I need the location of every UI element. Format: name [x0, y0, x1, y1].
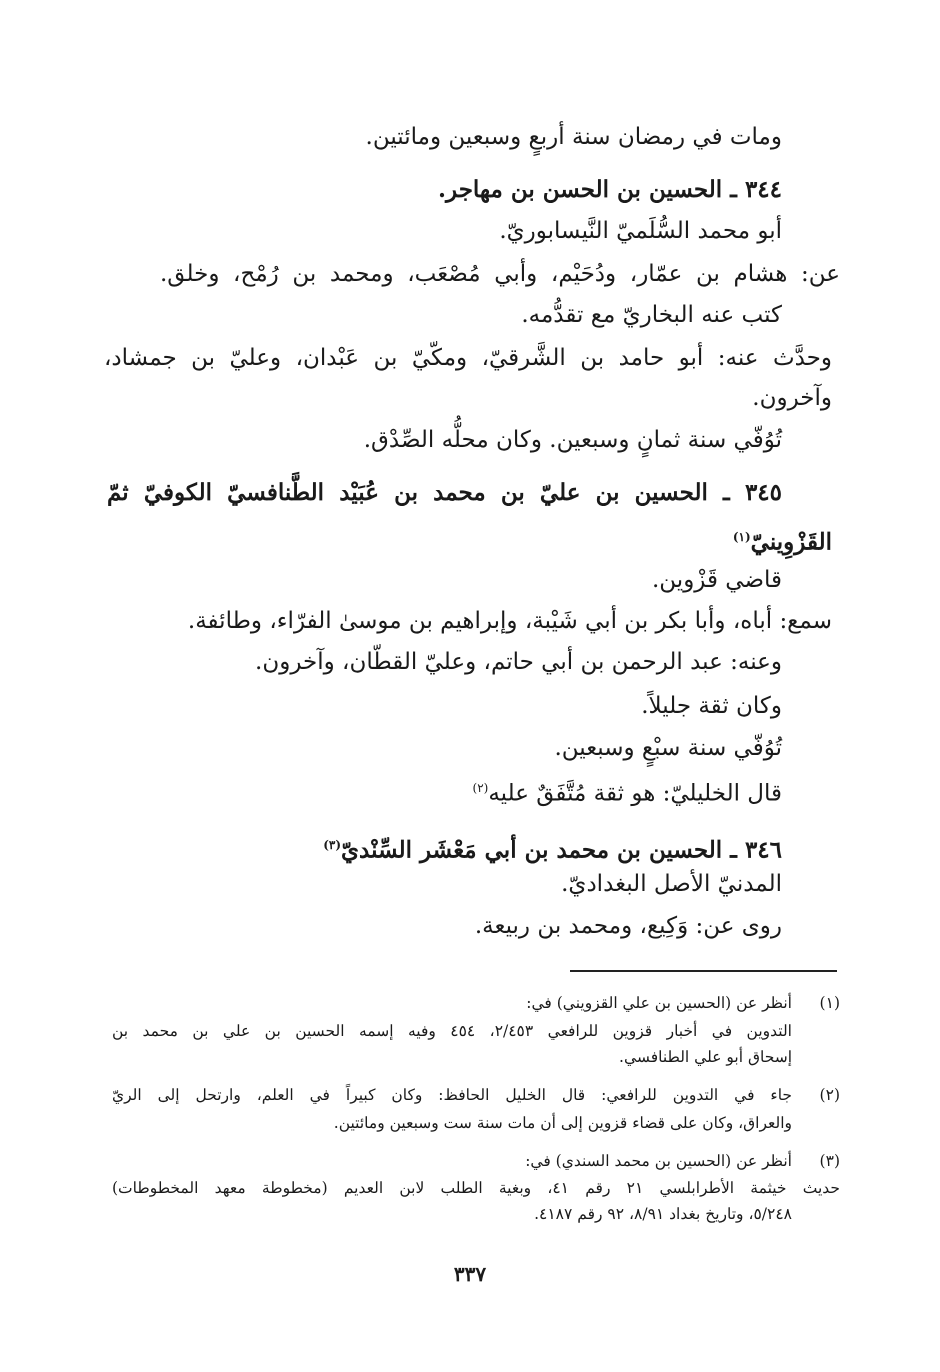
footnote-number: (٣) — [819, 1152, 840, 1170]
text-line: كتب عنه البخاريّ مع تقدُّمه. — [521, 302, 782, 328]
entry-345-title: ٣٤٥ ـ الحسين بن عليّ بن محمد بن عُبَيْد الطَّنافسيّ الكوفيّ ثمّ — [107, 479, 782, 506]
text-line: قاضي قَزْوين. — [651, 567, 782, 593]
text-line: سمع: أباه، وأبا بكر بن أبي شَيْبة، وإبراهيم بن موسىٰ الفرّاء، وطائفة. — [187, 608, 832, 634]
footnote-line: جاء في التدوين للرافعي: قال الخليل الحافظ: وكان كبيراً في العلم، وارتحل إلى الريّ — [112, 1086, 792, 1104]
text-line: عن: هشام بن عمّار، ودُحَيْم، وأبي مُصْعَب، ومحمد بن رُمْح، وخلق. — [160, 261, 840, 287]
footnote-ref-1: (١) — [732, 530, 751, 544]
text-line: وحدَّث عنه: أبو حامد بن الشَّرقيّ، ومكّيّ بن عَبْدان، وعليّ بن جمشاد، — [104, 345, 832, 371]
text-span: قال الخليليّ: هو ثقة مُتَّفَقٌ عليه — [488, 780, 782, 807]
text-line: وكان ثقة جليلاً. — [641, 693, 782, 719]
footnote-line: ٥/٢٤٨، وتاريخ بغداد ٨/٩١، ٩٢ رقم ٤١٨٧. — [534, 1205, 792, 1223]
text-line: روى عن: وَكِيع، ومحمد بن ربيعة. — [474, 913, 782, 939]
entry-344-title: ٣٤٤ ـ الحسين بن الحسن بن مهاجر. — [438, 176, 782, 203]
footnote-line: والعراق، وكان على قضاء قزوين إلى أن مات سنة ست وسبعين ومائتين. — [333, 1114, 792, 1132]
text-line: أبو محمد السُّلَميّ النَّيسابوريّ. — [499, 218, 782, 244]
text-line: وعنه: عبد الرحمن بن أبي حاتم، وعليّ القطّان، وآخرون. — [255, 649, 782, 675]
footnote-line: التدوين في أخبار قزوين للرافعي ٢/٤٥٣، ٤٥٤ وفيه إسمه الحسين بن علي بن محمد بن — [112, 1022, 792, 1040]
entry-345-title-cont — [733, 520, 832, 560]
footnote-number: (١) — [819, 994, 840, 1012]
footnote-divider — [570, 970, 837, 972]
text-line — [473, 771, 783, 811]
entry-346-title-text: ٣٤٦ ـ الحسين بن محمد بن أبي مَعْشَر السِّنْديّ — [341, 836, 782, 864]
footnote-line: حديث خيثمة الأطرابلسي ٢١ رقم ٤١، وبغية الطلب لابن العديم (مخطوطة معهد المخطوطات) — [112, 1179, 840, 1197]
footnote-line: أنظر عن (الحسين بن محمد السندي) في: — [525, 1152, 792, 1170]
text-line: المدنيّ الأصل البغداديّ. — [561, 871, 782, 897]
footnote-line: إسحاق أبو علي الطنافسي. — [619, 1048, 792, 1066]
page-number: ٣٣٧ — [453, 1262, 487, 1286]
text-line: وآخرون. — [752, 385, 832, 411]
footnote-ref-3: (٣) — [323, 838, 342, 852]
footnote-line: أنظر عن (الحسين بن علي القزويني) في: — [526, 994, 792, 1012]
footnote-number: (٢) — [819, 1086, 840, 1104]
text-line: تُوُفّي سنة سبْعٍ وسبعين. — [554, 735, 782, 761]
entry-345-title-text: القَزْوِينيّ — [750, 528, 832, 556]
entry-346-title — [323, 828, 782, 868]
text-line: ومات في رمضان سنة أربعٍ وسبعين ومائتين. — [365, 124, 782, 150]
text-line: تُوُفّي سنة ثمانٍ وسبعين. وكان محلُّه الصِّدْق. — [363, 427, 782, 453]
footnote-ref-2: (٢) — [472, 781, 489, 795]
